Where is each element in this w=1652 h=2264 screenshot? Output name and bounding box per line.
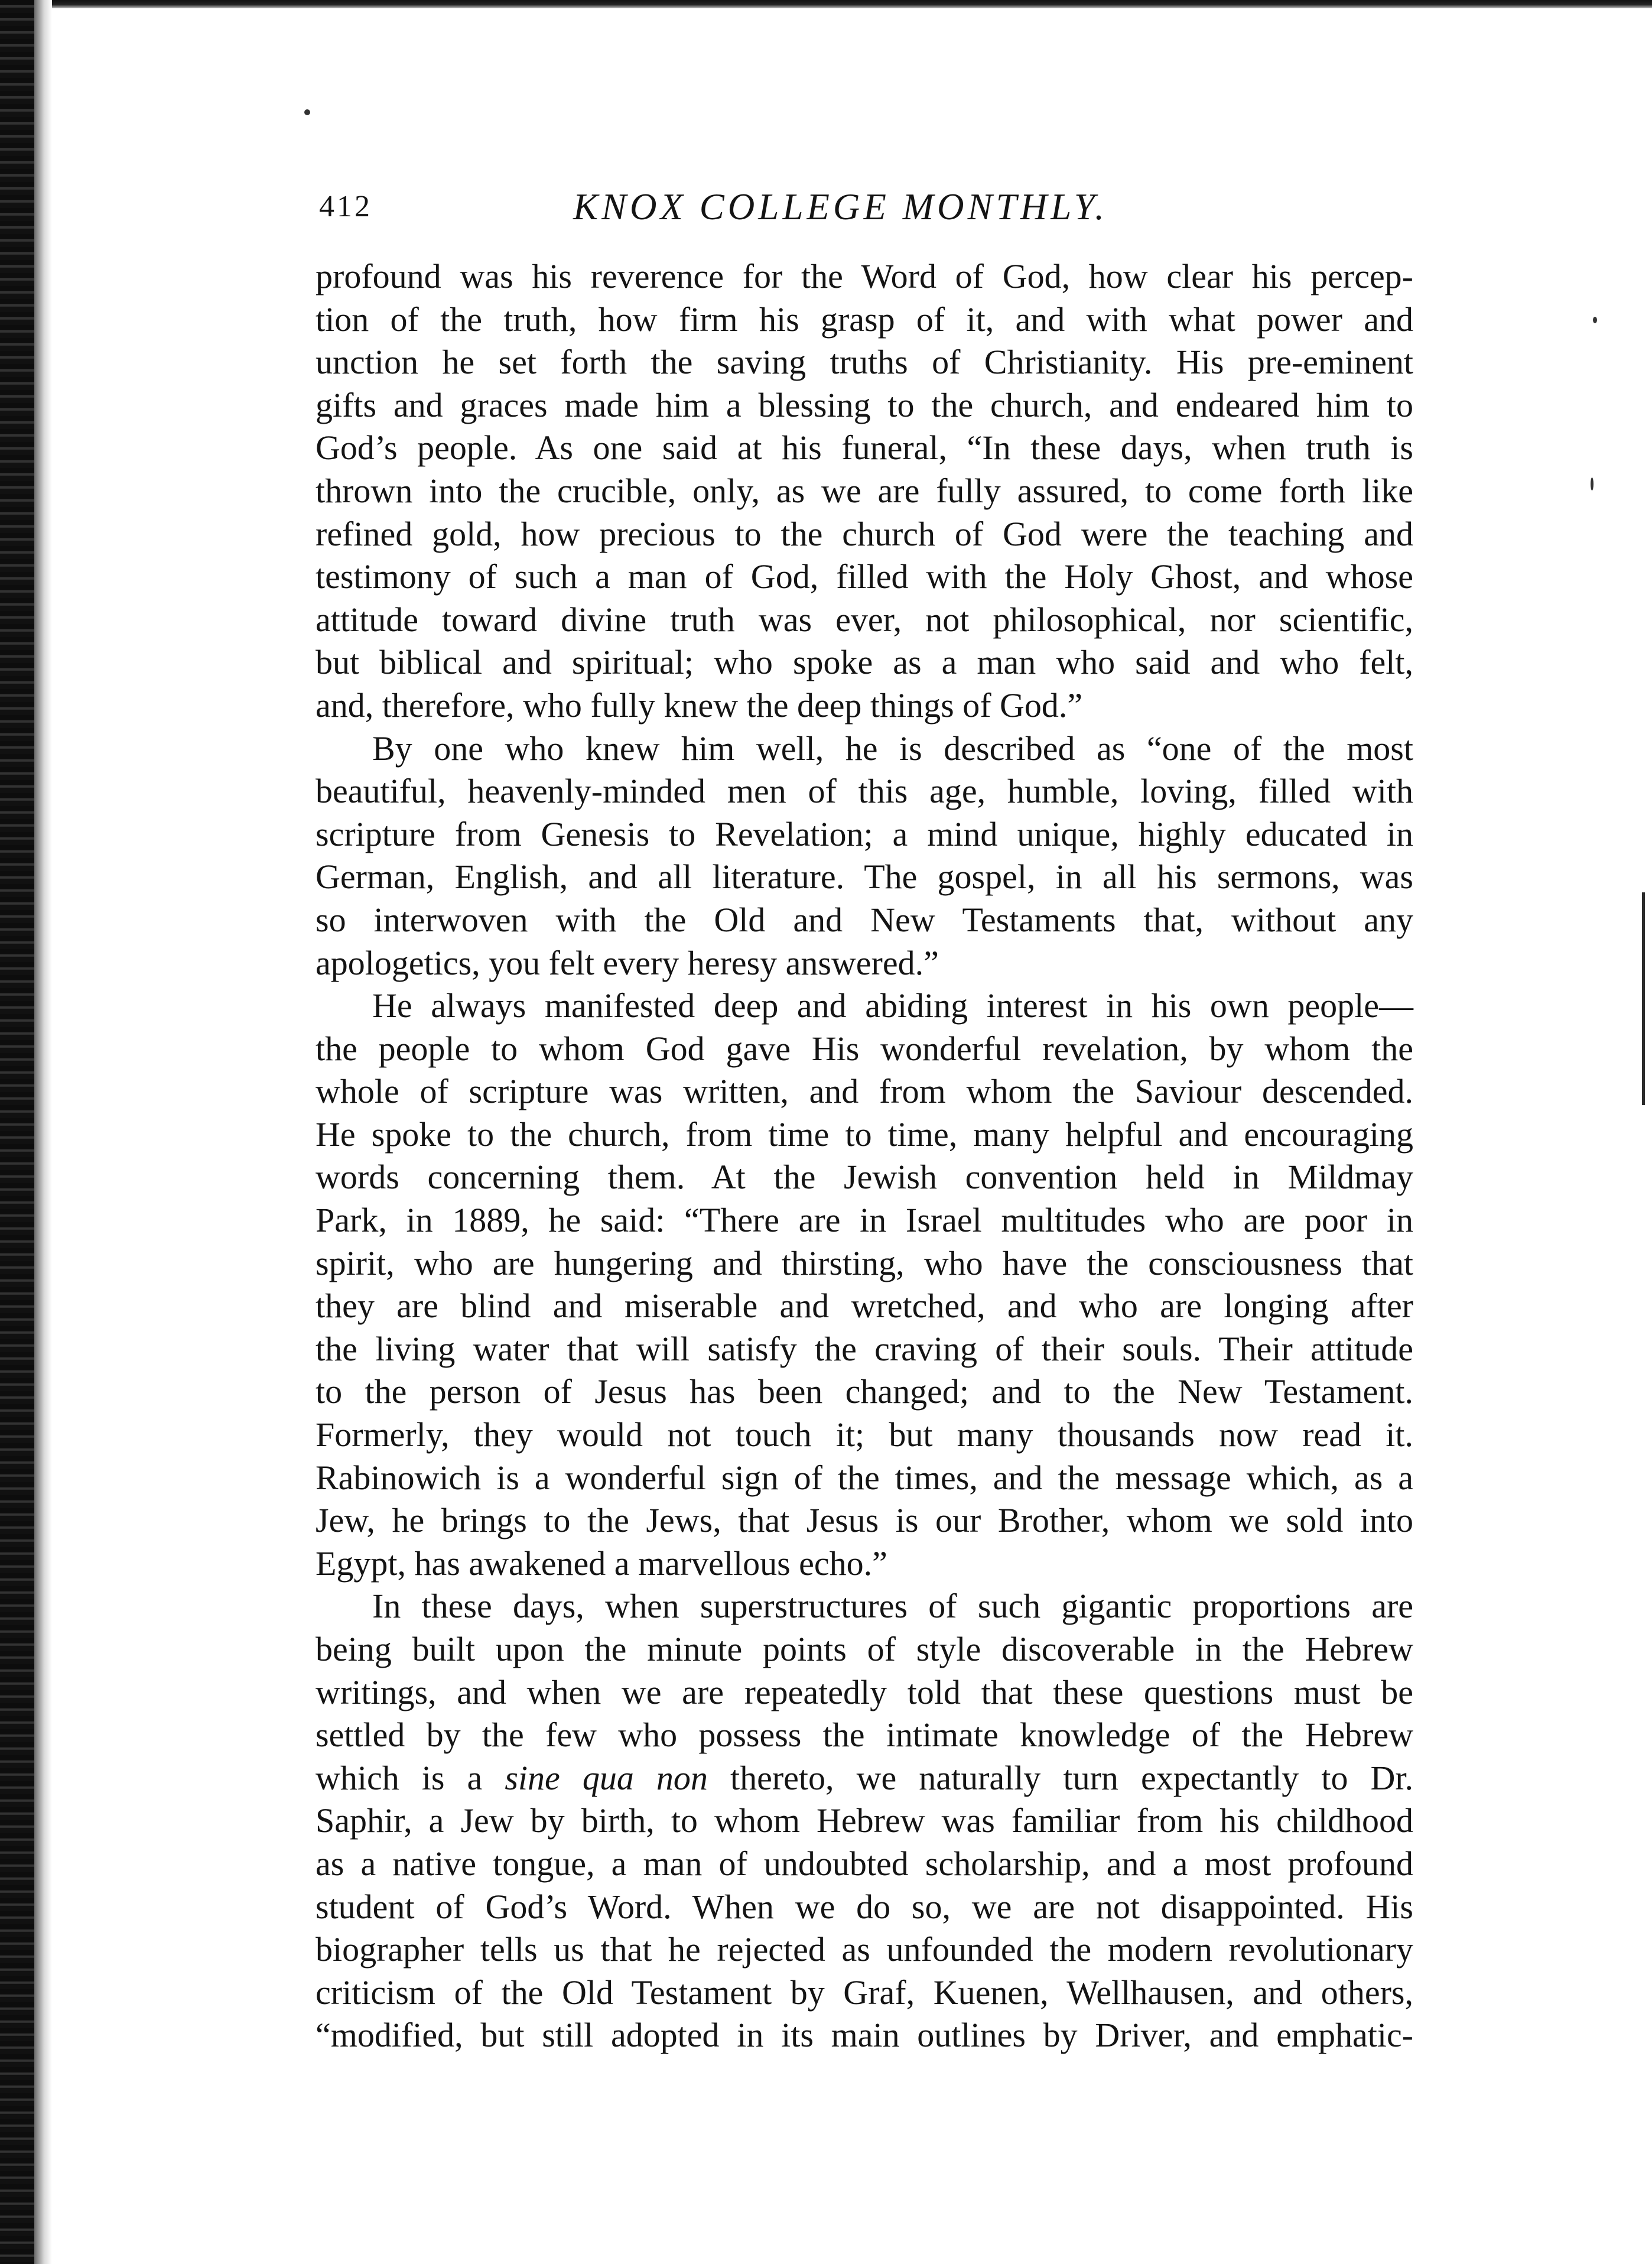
text-line: apologetics, you felt every heresy answered.” xyxy=(316,943,939,982)
text-line: testimony of such a man of God, filled with the Holy Ghost, and whose xyxy=(316,557,1413,596)
page-number: 412 xyxy=(319,190,372,223)
text-line: tion of the truth, how firm his grasp of it, and with what power and xyxy=(316,300,1413,339)
italic-phrase: sine qua non xyxy=(505,1758,708,1797)
text-line: the people to whom God gave His wonderful revelation, by whom the xyxy=(316,1029,1413,1068)
text-line: gifts and graces made him a blessing to the church, and endeared him to xyxy=(316,385,1413,424)
text-line: Saphir, a Jew by birth, to whom Hebrew was familiar from his childhood xyxy=(316,1801,1413,1840)
text-line: beautiful, heavenly-minded men of this age, humble, loving, filled with xyxy=(316,772,1413,811)
text-line: but biblical and spiritual; who spoke as a man who said and who felt, xyxy=(316,643,1413,682)
text-line: to the person of Jesus has been changed; and to the New Testament. xyxy=(316,1372,1413,1411)
text-line: Rabinowich is a wonderful sign of the times, and the message which, as a xyxy=(316,1458,1413,1497)
scan-speck xyxy=(1591,478,1594,491)
text-line: Jew, he brings to the Jews, that Jesus is our Brother, whom we sold into xyxy=(316,1501,1413,1540)
text-line: German, English, and all literature. The gospel, in all his sermons, was xyxy=(316,857,1413,896)
text-line: whole of scripture was written, and from whom the Saviour descended. xyxy=(316,1072,1413,1111)
running-title: KNOX COLLEGE MONTHLY. xyxy=(573,186,1108,228)
text-line: “modified, but still adopted in its main outlines by Driver, and emphatic- xyxy=(316,2016,1413,2055)
running-header xyxy=(319,183,1388,230)
text-line: the living water that will satisfy the craving of their souls. Their attitude xyxy=(316,1329,1413,1368)
text-line: Formerly, they would not touch it; but many thousands now read it. xyxy=(316,1415,1413,1454)
text-line: as a native tongue, a man of undoubted scholarship, and a most profound xyxy=(316,1844,1413,1883)
text-line: settled by the few who possess the intimate knowledge of the Hebrew xyxy=(316,1716,1413,1755)
text-line: criticism of the Old Testament by Graf, Kuenen, Wellhausen, and others, xyxy=(316,1973,1413,2012)
text-line: God’s people. As one said at his funeral, “In these days, when truth is xyxy=(316,428,1413,467)
text-line: refined gold, how precious to the church of God were the teaching and xyxy=(316,514,1413,553)
text-line-with-italic-phrase xyxy=(316,1757,1413,1800)
text-line: He spoke to the church, from time to time, many helpful and encouraging xyxy=(316,1115,1413,1154)
text-line: profound was his reverence for the Word of God, how clear his percep- xyxy=(316,257,1413,295)
text-line: In these days, when superstructures of such gigantic proportions are xyxy=(372,1587,1413,1626)
text-line: attitude toward divine truth was ever, not philosophical, nor scientific, xyxy=(316,600,1413,639)
text-line: He always manifested deep and abiding interest in his own people— xyxy=(372,986,1413,1025)
scan-speck xyxy=(1593,317,1597,323)
scan-binding-edge xyxy=(0,0,34,2264)
text-line: being built upon the minute points of style discoverable in the Hebrew xyxy=(316,1630,1413,1668)
text-segment: which is a xyxy=(316,1758,483,1797)
body-text xyxy=(316,255,1413,2057)
text-line: thrown into the crucible, only, as we are fully assured, to come forth like xyxy=(316,471,1413,510)
scan-speck xyxy=(304,109,310,115)
text-line: spirit, who are hungering and thirsting, who have the consciousness that xyxy=(316,1243,1413,1282)
scan-top-edge xyxy=(0,0,1652,8)
text-line: they are blind and miserable and wretched, and who are longing after xyxy=(316,1287,1413,1326)
text-segment: thereto, we naturally turn expectantly to Dr. xyxy=(730,1758,1414,1797)
scan-binding-shadow xyxy=(34,0,52,2264)
text-line: so interwoven with the Old and New Testaments that, without any xyxy=(316,900,1413,939)
text-line: and, therefore, who fully knew the deep things of God.” xyxy=(316,686,1083,725)
text-line: words concerning them. At the Jewish convention held in Mildmay xyxy=(316,1158,1413,1197)
text-line: unction he set forth the saving truths of Christianity. His pre-eminent xyxy=(316,343,1413,382)
text-line: scripture from Genesis to Revelation; a mind unique, highly educated in xyxy=(316,814,1413,853)
scan-margin-mark xyxy=(1642,892,1645,1105)
text-line: student of God’s Word. When we do so, we are not disappointed. His xyxy=(316,1887,1413,1926)
text-line: By one who knew him well, he is described as “one of the most xyxy=(372,729,1413,768)
text-line: biographer tells us that he rejected as unfounded the modern revolutionary xyxy=(316,1930,1413,1969)
text-line: Park, in 1889, he said: “There are in Israel multitudes who are poor in xyxy=(316,1201,1413,1240)
text-line: Egypt, has awakened a marvellous echo.” xyxy=(316,1544,887,1583)
text-line: writings, and when we are repeatedly told that these questions must be xyxy=(316,1672,1413,1711)
